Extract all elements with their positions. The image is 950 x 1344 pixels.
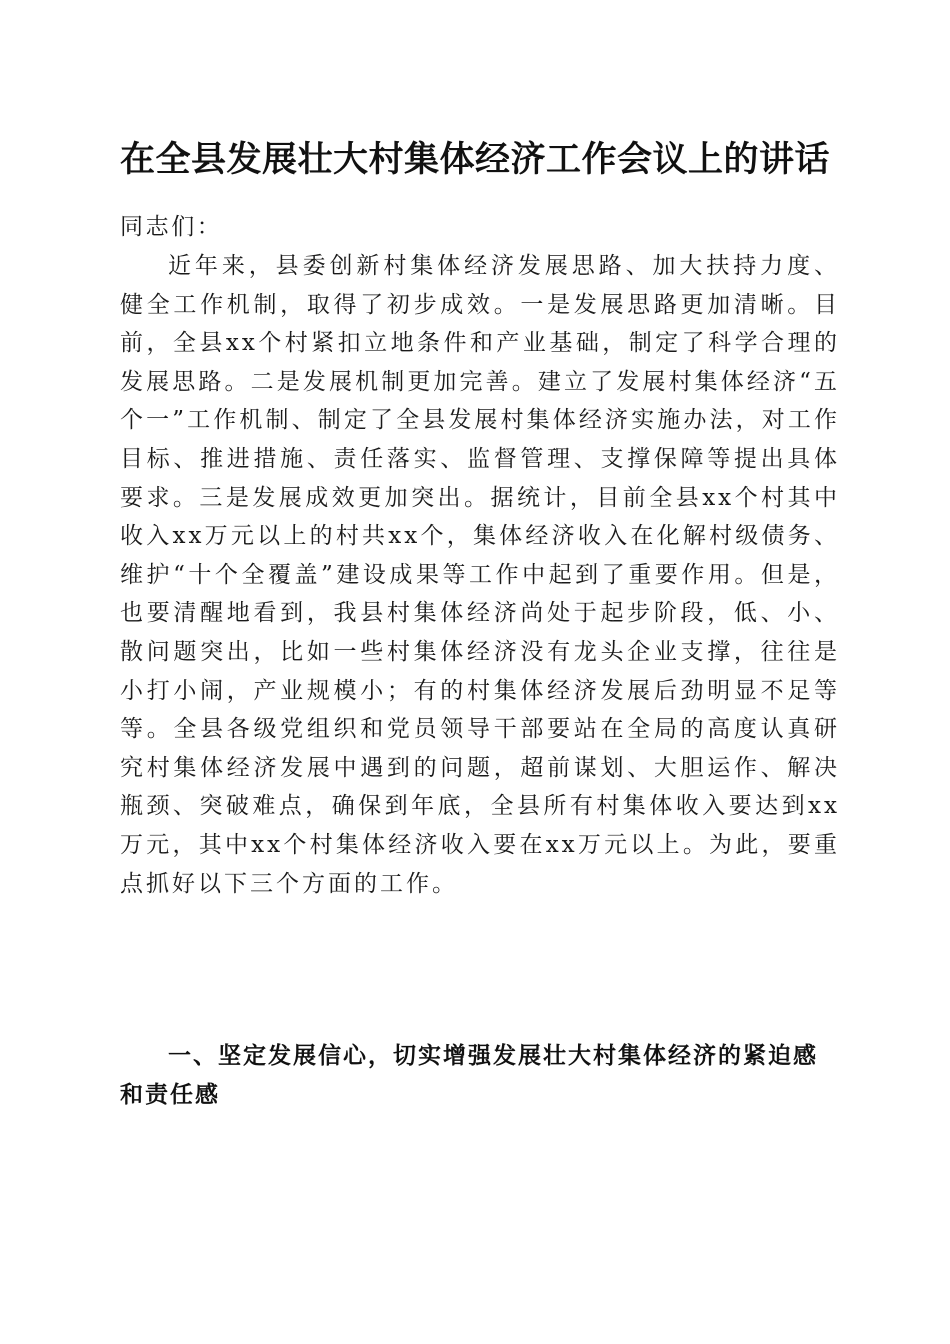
salutation: 同志们： [120,214,223,240]
section-heading: 一、坚定发展信心，切实增强发展壮大村集体经济的紧迫感和责任感 [120,1043,818,1108]
body-paragraph: 近年来，县委创新村集体经济发展思路、加大扶持力度、健全工作机制，取得了初步成效。一是发展思路更加清晰。目前，全县xx个村紧扣立地条件和产业基础，制定了科学合理的发展思路。二是发展机制更加完善。建立了发展村集体经济“五个一”工作机制、制定了全县发展村集体经济实施办法，对工作目标、推进措施、责任落实、监督管理、支撑保障等提出具体要求。三是发展成效更加突出。据统计，目前全县xx个村其中收入xx万元以上的村共xx个，集体经济收入在化解村级债务、维护“十个全覆盖”建设成果等工作中起到了重要作用。但是，也要清醒地看到，我县村集体经济尚处于起步阶段，低、小、散问题突出，比如一些村集体经济没有龙头企业支撑，往往是小打小闹，产业规模小；有的村集体经济发展后劲明显不足等等。全县各级党组织和党员领导干部要站在全局的高度认真研究村集体经济发展中遇到的问题，超前谋划、大胆运作、解决瓶颈、突破难点，确保到年底，全县所有村集体收入要达到xx万元，其中xx个村集体经济收入要在xx万元以上。为此，要重点抓好以下三个方面的工作。 [120,253,840,897]
document-title: 在全县发展壮大村集体经济工作会议上的讲话 [119,139,830,180]
